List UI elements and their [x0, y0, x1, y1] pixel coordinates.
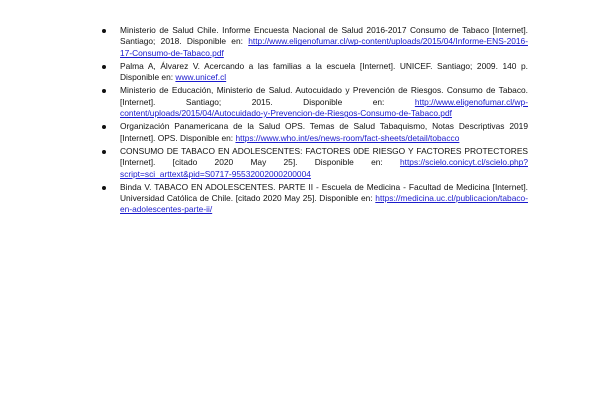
- reference-link[interactable]: https://www.who.int/es/news-room/fact-sheets/detail/tobacco: [235, 132, 460, 143]
- reference-link[interactable]: http://www.eligenofumar.cl/wp-content/uploads/2015/04/Autocuidado-y-Prevencion-de-Riesgos-Consumo-de-Tabaco.pdf: [120, 96, 528, 119]
- bullet-icon: [102, 89, 106, 93]
- reference-list: [100, 25, 528, 218]
- reference-link[interactable]: http://www.eligenofumar.cl/wp-content/uploads/2015/04/Informe-ENS-2016-17-Consumo-de-Tabaco.pdf: [120, 36, 528, 58]
- bullet-icon: [102, 186, 106, 190]
- reference-text: Organización Panamericana de la Salud OPS. Temas de Salud Tabaquismo, Notas Descriptivas 2019 [Internet]. OPS. Disponible en:: [120, 121, 528, 143]
- reference-link[interactable]: https://medicina.uc.cl/publicacion/tabaco-en-adolescentes-parte-ii/: [120, 193, 528, 215]
- reference-text: Ministerio de Educación, Ministerio de Salud. Autocuidado y Prevención de Riesgos. Consumo de Tabaco. [Internet]. Santiago; 2015. Disponible en:: [120, 85, 528, 107]
- reference-text: Palma A, Álvarez V. Acercando a las familias a la escuela [Internet]. UNICEF. Santiago; 2009. 140 p. Disponible en:: [120, 60, 528, 83]
- reference-text: CONSUMO DE TABACO EN ADOLESCENTES: FACTORES 0DE RIESGO Y FACTORES PROTECTORES [Internet]. [citado 2020 May 25]. Disponible en:: [120, 145, 528, 168]
- reference-item: [100, 25, 528, 59]
- reference-item: [100, 146, 528, 180]
- reference-link[interactable]: https://scielo.conicyt.cl/scielo.php?script=sci_arttext&pid=S0717-95532002000200004: [120, 157, 528, 179]
- reference-item: [100, 85, 528, 119]
- reference-item: [100, 61, 528, 84]
- reference-item: [100, 121, 528, 144]
- bullet-icon: [102, 125, 106, 129]
- reference-link[interactable]: www.unicef.cl: [175, 72, 227, 83]
- reference-text: Binda V. TABACO EN ADOLESCENTES. PARTE II - Escuela de Medicina - Facultad de Medicina [Internet]. Universidad Católica de Chile. [citado 2020 May 25]. Disponible en:: [120, 181, 528, 204]
- bullet-icon: [102, 150, 106, 154]
- bullet-icon: [102, 65, 106, 69]
- bullet-icon: [102, 29, 106, 33]
- reference-item: [100, 182, 528, 216]
- reference-text: Ministerio de Salud Chile. Informe Encuesta Nacional de Salud 2016-2017 Consumo de Tabaco [Internet]. Santiago; 2018. Disponible en:: [120, 25, 528, 47]
